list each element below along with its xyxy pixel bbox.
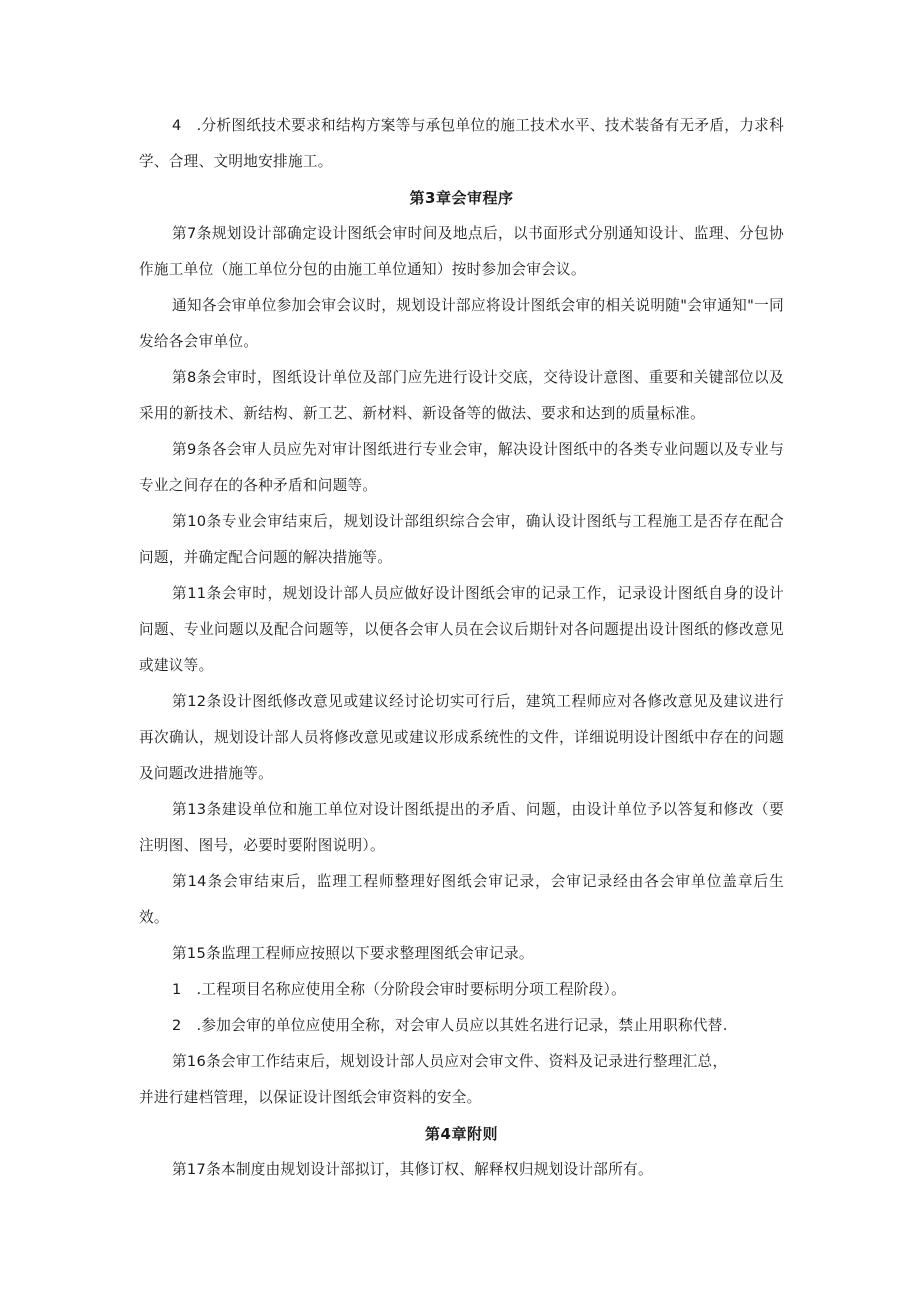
article-14: 第14条会审结束后，监理工程师整理好图纸会审记录，会审记录经由各会审单位盖章后生效。 (139, 873, 784, 926)
article-17: 第17条本制度由规划设计部拟订，其修订权、解释权归规划设计部所有。 (172, 1161, 653, 1178)
document-body (139, 108, 784, 1188)
article-13: 第13条建设单位和施工单位对设计图纸提出的矛盾、问题，由设计单位予以答复和修改（要注明图、图号，必要时要附图说明）。 (139, 801, 784, 854)
article-7-notice: 通知各会审单位参加会审会议时，规划设计部应将设计图纸会审的相关说明随"会审通知"一同发给各会审单位。 (139, 297, 784, 350)
article-16: 第16条会审工作结束后，规划设计部人员应对会审文件、资料及记录进行整理汇总， (172, 1053, 728, 1070)
article-15-item-1: 1 .工程项目名称应使用全称（分阶段会审时要标明分项工程阶段）。 (172, 981, 627, 998)
article-10: 第10条专业会审结束后，规划设计部组织综合会审，确认设计图纸与工程施工是否存在配合问题，并确定配合问题的解决措施等。 (139, 513, 784, 566)
article-16-continued: 并进行建档管理，以保证设计图纸会审资料的安全。 (139, 1089, 482, 1106)
article-8: 第8条会审时，图纸设计单位及部门应先进行设计交底，交待设计意图、重要和关键部位以及采用的新技术、新结构、新工艺、新材料、新设备等的做法、要求和达到的质量标准。 (139, 369, 784, 422)
article-7: 第7条规划设计部确定设计图纸会审时间及地点后，以书面形式分别通知设计、监理、分包协作施工单位（施工单位分包的由施工单位通知）按时参加会审会议。 (139, 225, 784, 278)
chapter-3-heading: 第3章会审程序 (409, 189, 514, 207)
article-15: 第15条监理工程师应按照以下要求整理图纸会审记录。 (172, 945, 534, 962)
article-15-item-2: 2 .参加会审的单位应使用全称，对会审人员应以其姓名进行记录，禁止用职称代替. (172, 1017, 728, 1034)
paragraph-item-4: 4 .分析图纸技术要求和结构方案等与承包单位的施工技术水平、技术装备有无矛盾，力求科学、合理、文明地安排施工。 (139, 117, 784, 170)
article-11: 第11条会审时，规划设计部人员应做好设计图纸会审的记录工作，记录设计图纸自身的设计问题、专业问题以及配合问题等，以便各会审人员在会议后期针对各问题提出设计图纸的修改意见或建议等。 (139, 585, 784, 674)
chapter-4-heading: 第4章附则 (425, 1125, 498, 1143)
article-12: 第12条设计图纸修改意见或建议经讨论切实可行后，建筑工程师应对各修改意见及建议进行再次确认，规划设计部人员将修改意见或建议形成系统性的文件，详细说明设计图纸中存在的问题及问题改进措施等。 (139, 693, 784, 782)
article-9: 第9条各会审人员应先对审计图纸进行专业会审，解决设计图纸中的各类专业问题以及专业与专业之间存在的各种矛盾和问题等。 (139, 441, 784, 494)
